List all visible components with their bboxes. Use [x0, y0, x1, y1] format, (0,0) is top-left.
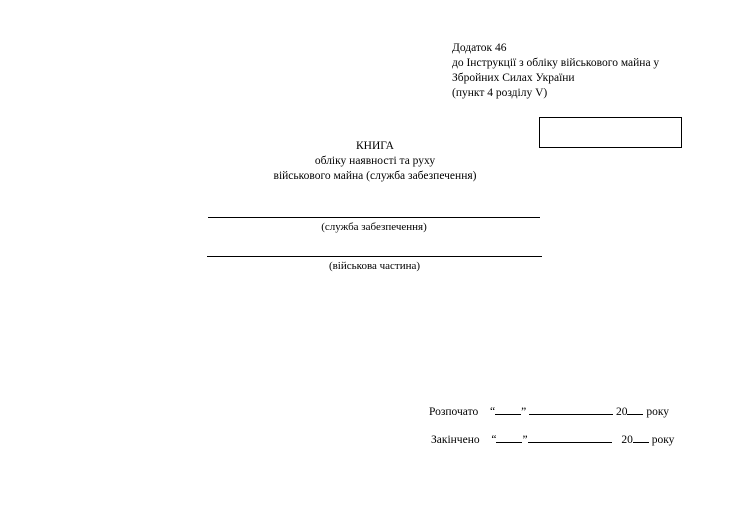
started-suffix: року — [646, 406, 670, 418]
finished-close-quote: ” — [522, 434, 528, 446]
started-month-blank — [529, 403, 613, 415]
started-year-blank — [627, 403, 643, 415]
started-label: Розпочато — [429, 406, 479, 418]
unit-fill-line — [207, 256, 542, 257]
finished-suffix: року — [651, 434, 675, 446]
finished-label: Закінчено — [431, 434, 480, 446]
appendix-armed-forces: Збройних Силах України — [452, 72, 575, 84]
appendix-number: Додаток 46 — [452, 42, 507, 54]
finished-century: 20 — [621, 434, 633, 446]
book-title-scope: військового майна (служба забезпечення) — [273, 170, 477, 182]
book-title — [150, 139, 600, 184]
finished-row — [431, 431, 674, 447]
started-open-quote: “ — [489, 406, 496, 418]
finished-year-blank — [633, 431, 649, 443]
service-fill-line — [208, 217, 540, 218]
started-day-blank — [495, 403, 521, 415]
started-close-quote: ” — [521, 406, 527, 418]
finished-day-blank — [496, 431, 522, 443]
started-century: 20 — [615, 406, 628, 418]
service-caption: (служба забезпечення) — [321, 221, 427, 233]
appendix-clause-ref: (пункт 4 розділу V) — [452, 87, 548, 99]
unit-caption: (військова частина) — [328, 260, 421, 272]
appendix-instruction-ref: до Інструкції з обліку військового майна у — [452, 57, 660, 69]
started-row — [429, 403, 669, 419]
finished-open-quote: “ — [491, 434, 497, 446]
appendix-header — [452, 41, 659, 101]
book-title-subtitle: обліку наявності та руху — [314, 155, 436, 167]
finished-month-blank — [528, 431, 612, 443]
book-title-main: КНИГА — [356, 140, 394, 152]
